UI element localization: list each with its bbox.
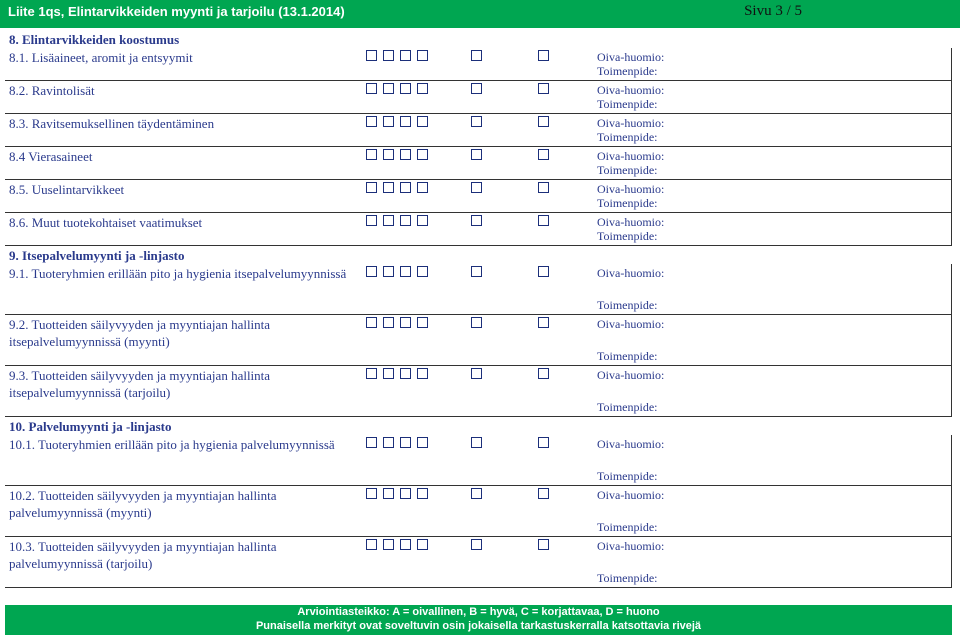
section-heading bbox=[5, 246, 952, 264]
rating-b-checkbox[interactable] bbox=[383, 317, 394, 328]
action-label: Toimenpide: bbox=[597, 130, 658, 144]
checklist-row bbox=[5, 315, 952, 366]
rating-d-checkbox[interactable] bbox=[417, 539, 428, 550]
rating-c-checkbox[interactable] bbox=[400, 437, 411, 448]
rating-a-checkbox[interactable] bbox=[366, 266, 377, 277]
rating-b-checkbox[interactable] bbox=[383, 368, 394, 379]
rating-c-checkbox[interactable] bbox=[400, 488, 411, 499]
checklist-row bbox=[5, 81, 952, 114]
rating-a-checkbox[interactable] bbox=[366, 50, 377, 61]
item-label: 8.4 Vierasaineet bbox=[9, 149, 93, 164]
row-border bbox=[951, 147, 952, 179]
not-applicable-checkbox[interactable] bbox=[538, 215, 549, 226]
rating-d-checkbox[interactable] bbox=[417, 182, 428, 193]
oiva-remark-label: Oiva-huomio: bbox=[597, 50, 665, 64]
rating-c-checkbox[interactable] bbox=[400, 317, 411, 328]
rating-a-checkbox[interactable] bbox=[366, 116, 377, 127]
rating-d-checkbox[interactable] bbox=[417, 149, 428, 160]
row-border bbox=[951, 48, 952, 80]
row-border bbox=[951, 435, 952, 485]
item-label: 8.3. Ravitsemuksellinen täydentäminen bbox=[9, 116, 215, 131]
checklist-row bbox=[5, 114, 952, 147]
rating-d-checkbox[interactable] bbox=[417, 317, 428, 328]
checked-checkbox[interactable] bbox=[471, 182, 482, 193]
item-label: 9.3. Tuotteiden säilyvyyden ja myyntiajan hallinta itsepalvelumyynnissä (tarjoilu) bbox=[9, 368, 271, 400]
not-applicable-checkbox[interactable] bbox=[538, 437, 549, 448]
checked-checkbox[interactable] bbox=[471, 368, 482, 379]
checked-checkbox[interactable] bbox=[471, 437, 482, 448]
checklist-form bbox=[5, 30, 952, 588]
page-footer bbox=[5, 605, 952, 635]
rating-d-checkbox[interactable] bbox=[417, 83, 428, 94]
row-border bbox=[951, 264, 952, 314]
not-applicable-checkbox[interactable] bbox=[538, 182, 549, 193]
action-label: Toimenpide: bbox=[597, 196, 658, 210]
checked-checkbox[interactable] bbox=[471, 317, 482, 328]
rating-b-checkbox[interactable] bbox=[383, 149, 394, 160]
section-heading bbox=[5, 30, 952, 48]
not-applicable-checkbox[interactable] bbox=[538, 539, 549, 550]
row-border bbox=[951, 366, 952, 416]
item-label: 8.2. Ravintolisät bbox=[9, 83, 95, 98]
action-label: Toimenpide: bbox=[597, 163, 658, 177]
not-applicable-checkbox[interactable] bbox=[538, 83, 549, 94]
rating-a-checkbox[interactable] bbox=[366, 149, 377, 160]
checklist-row bbox=[5, 264, 952, 315]
rating-c-checkbox[interactable] bbox=[400, 215, 411, 226]
rating-b-checkbox[interactable] bbox=[383, 83, 394, 94]
rating-a-checkbox[interactable] bbox=[366, 83, 377, 94]
rating-b-checkbox[interactable] bbox=[383, 266, 394, 277]
item-label: 9.2. Tuotteiden säilyvyyden ja myyntiajan hallinta itsepalvelumyynnissä (myynti) bbox=[9, 317, 271, 349]
checked-checkbox[interactable] bbox=[471, 215, 482, 226]
checklist-row bbox=[5, 537, 952, 588]
rating-c-checkbox[interactable] bbox=[400, 266, 411, 277]
checked-checkbox[interactable] bbox=[471, 149, 482, 160]
red-rows-note: Punaisella merkityt ovat soveltuvin osin jokaisella tarkastuskerralla katsottavia rivejä bbox=[255, 620, 702, 632]
page-number: Sivu 3 / 5 bbox=[744, 3, 802, 19]
action-label: Toimenpide: bbox=[597, 97, 658, 111]
section-title: 10. Palvelumyynti ja -linjasto bbox=[9, 419, 172, 434]
row-border bbox=[951, 81, 952, 113]
oiva-remark-label: Oiva-huomio: bbox=[597, 215, 665, 229]
action-label: Toimenpide: bbox=[597, 469, 658, 483]
action-label: Toimenpide: bbox=[597, 298, 658, 312]
rating-a-checkbox[interactable] bbox=[366, 215, 377, 226]
rating-c-checkbox[interactable] bbox=[400, 182, 411, 193]
checklist-row bbox=[5, 366, 952, 417]
checked-checkbox[interactable] bbox=[471, 83, 482, 94]
section-title: 9. Itsepalvelumyynti ja -linjasto bbox=[9, 248, 185, 263]
document-title: Liite 1qs, Elintarvikkeiden myynti ja tarjoilu (13.1.2014) bbox=[8, 4, 345, 19]
row-border bbox=[951, 486, 952, 536]
section-heading bbox=[5, 417, 952, 435]
action-label: Toimenpide: bbox=[597, 400, 658, 414]
rating-b-checkbox[interactable] bbox=[383, 50, 394, 61]
rating-d-checkbox[interactable] bbox=[417, 215, 428, 226]
oiva-remark-label: Oiva-huomio: bbox=[597, 488, 665, 502]
checklist-row bbox=[5, 180, 952, 213]
rating-b-checkbox[interactable] bbox=[383, 116, 394, 127]
row-border bbox=[951, 213, 952, 245]
checklist-row bbox=[5, 213, 952, 246]
checklist-row bbox=[5, 486, 952, 537]
item-label: 10.1. Tuoteryhmien erillään pito ja hygienia palvelumyynnissä bbox=[9, 437, 335, 452]
row-border bbox=[951, 180, 952, 212]
rating-c-checkbox[interactable] bbox=[400, 116, 411, 127]
action-label: Toimenpide: bbox=[597, 64, 658, 78]
not-applicable-checkbox[interactable] bbox=[538, 368, 549, 379]
item-label: 10.2. Tuotteiden säilyvyyden ja myyntiajan hallinta palvelumyynnissä (myynti) bbox=[9, 488, 277, 520]
oiva-remark-label: Oiva-huomio: bbox=[597, 539, 665, 553]
row-border bbox=[951, 537, 952, 587]
oiva-remark-label: Oiva-huomio: bbox=[597, 368, 665, 382]
oiva-remark-label: Oiva-huomio: bbox=[597, 149, 665, 163]
checklist-row bbox=[5, 48, 952, 81]
rating-c-checkbox[interactable] bbox=[400, 539, 411, 550]
checked-checkbox[interactable] bbox=[471, 488, 482, 499]
rating-c-checkbox[interactable] bbox=[400, 50, 411, 61]
not-applicable-checkbox[interactable] bbox=[538, 266, 549, 277]
rating-a-checkbox[interactable] bbox=[366, 368, 377, 379]
action-label: Toimenpide: bbox=[597, 349, 658, 363]
not-applicable-checkbox[interactable] bbox=[538, 317, 549, 328]
checked-checkbox[interactable] bbox=[471, 50, 482, 61]
rating-c-checkbox[interactable] bbox=[400, 149, 411, 160]
row-border bbox=[951, 114, 952, 146]
oiva-remark-label: Oiva-huomio: bbox=[597, 182, 665, 196]
checked-checkbox[interactable] bbox=[471, 539, 482, 550]
rating-b-checkbox[interactable] bbox=[383, 437, 394, 448]
oiva-remark-label: Oiva-huomio: bbox=[597, 317, 665, 331]
oiva-remark-label: Oiva-huomio: bbox=[597, 266, 665, 280]
rating-a-checkbox[interactable] bbox=[366, 317, 377, 328]
checklist-row bbox=[5, 435, 952, 486]
item-label: 10.3. Tuotteiden säilyvyyden ja myyntiajan hallinta palvelumyynnissä (tarjoilu) bbox=[9, 539, 277, 571]
item-label: 9.1. Tuoteryhmien erillään pito ja hygienia itsepalvelumyynnissä bbox=[9, 266, 347, 281]
rating-c-checkbox[interactable] bbox=[400, 83, 411, 94]
action-label: Toimenpide: bbox=[597, 229, 658, 243]
rating-d-checkbox[interactable] bbox=[417, 50, 428, 61]
item-label: 8.1. Lisäaineet, aromit ja entsyymit bbox=[9, 50, 193, 65]
rating-d-checkbox[interactable] bbox=[417, 116, 428, 127]
page-header bbox=[0, 0, 960, 28]
rating-c-checkbox[interactable] bbox=[400, 368, 411, 379]
not-applicable-checkbox[interactable] bbox=[538, 149, 549, 160]
checklist-row bbox=[5, 147, 952, 180]
item-label: 8.6. Muut tuotekohtaiset vaatimukset bbox=[9, 215, 203, 230]
rating-b-checkbox[interactable] bbox=[383, 488, 394, 499]
checked-checkbox[interactable] bbox=[471, 116, 482, 127]
oiva-remark-label: Oiva-huomio: bbox=[597, 437, 665, 451]
rating-b-checkbox[interactable] bbox=[383, 215, 394, 226]
checked-checkbox[interactable] bbox=[471, 266, 482, 277]
rating-a-checkbox[interactable] bbox=[366, 488, 377, 499]
rating-d-checkbox[interactable] bbox=[417, 368, 428, 379]
not-applicable-checkbox[interactable] bbox=[538, 50, 549, 61]
section-title: 8. Elintarvikkeiden koostumus bbox=[9, 32, 180, 47]
not-applicable-checkbox[interactable] bbox=[538, 116, 549, 127]
rating-d-checkbox[interactable] bbox=[417, 488, 428, 499]
rating-b-checkbox[interactable] bbox=[383, 539, 394, 550]
action-label: Toimenpide: bbox=[597, 571, 658, 585]
oiva-remark-label: Oiva-huomio: bbox=[597, 83, 665, 97]
row-border bbox=[951, 315, 952, 365]
rating-d-checkbox[interactable] bbox=[417, 437, 428, 448]
rating-scale-legend: Arviointiasteikko: A = oivallinen, B = hyvä, C = korjattavaa, D = huono bbox=[297, 606, 660, 618]
item-label: 8.5. Uuselintarvikkeet bbox=[9, 182, 125, 197]
rating-b-checkbox[interactable] bbox=[383, 182, 394, 193]
action-label: Toimenpide: bbox=[597, 520, 658, 534]
rating-a-checkbox[interactable] bbox=[366, 182, 377, 193]
not-applicable-checkbox[interactable] bbox=[538, 488, 549, 499]
rating-a-checkbox[interactable] bbox=[366, 539, 377, 550]
rating-d-checkbox[interactable] bbox=[417, 266, 428, 277]
oiva-remark-label: Oiva-huomio: bbox=[597, 116, 665, 130]
rating-a-checkbox[interactable] bbox=[366, 437, 377, 448]
